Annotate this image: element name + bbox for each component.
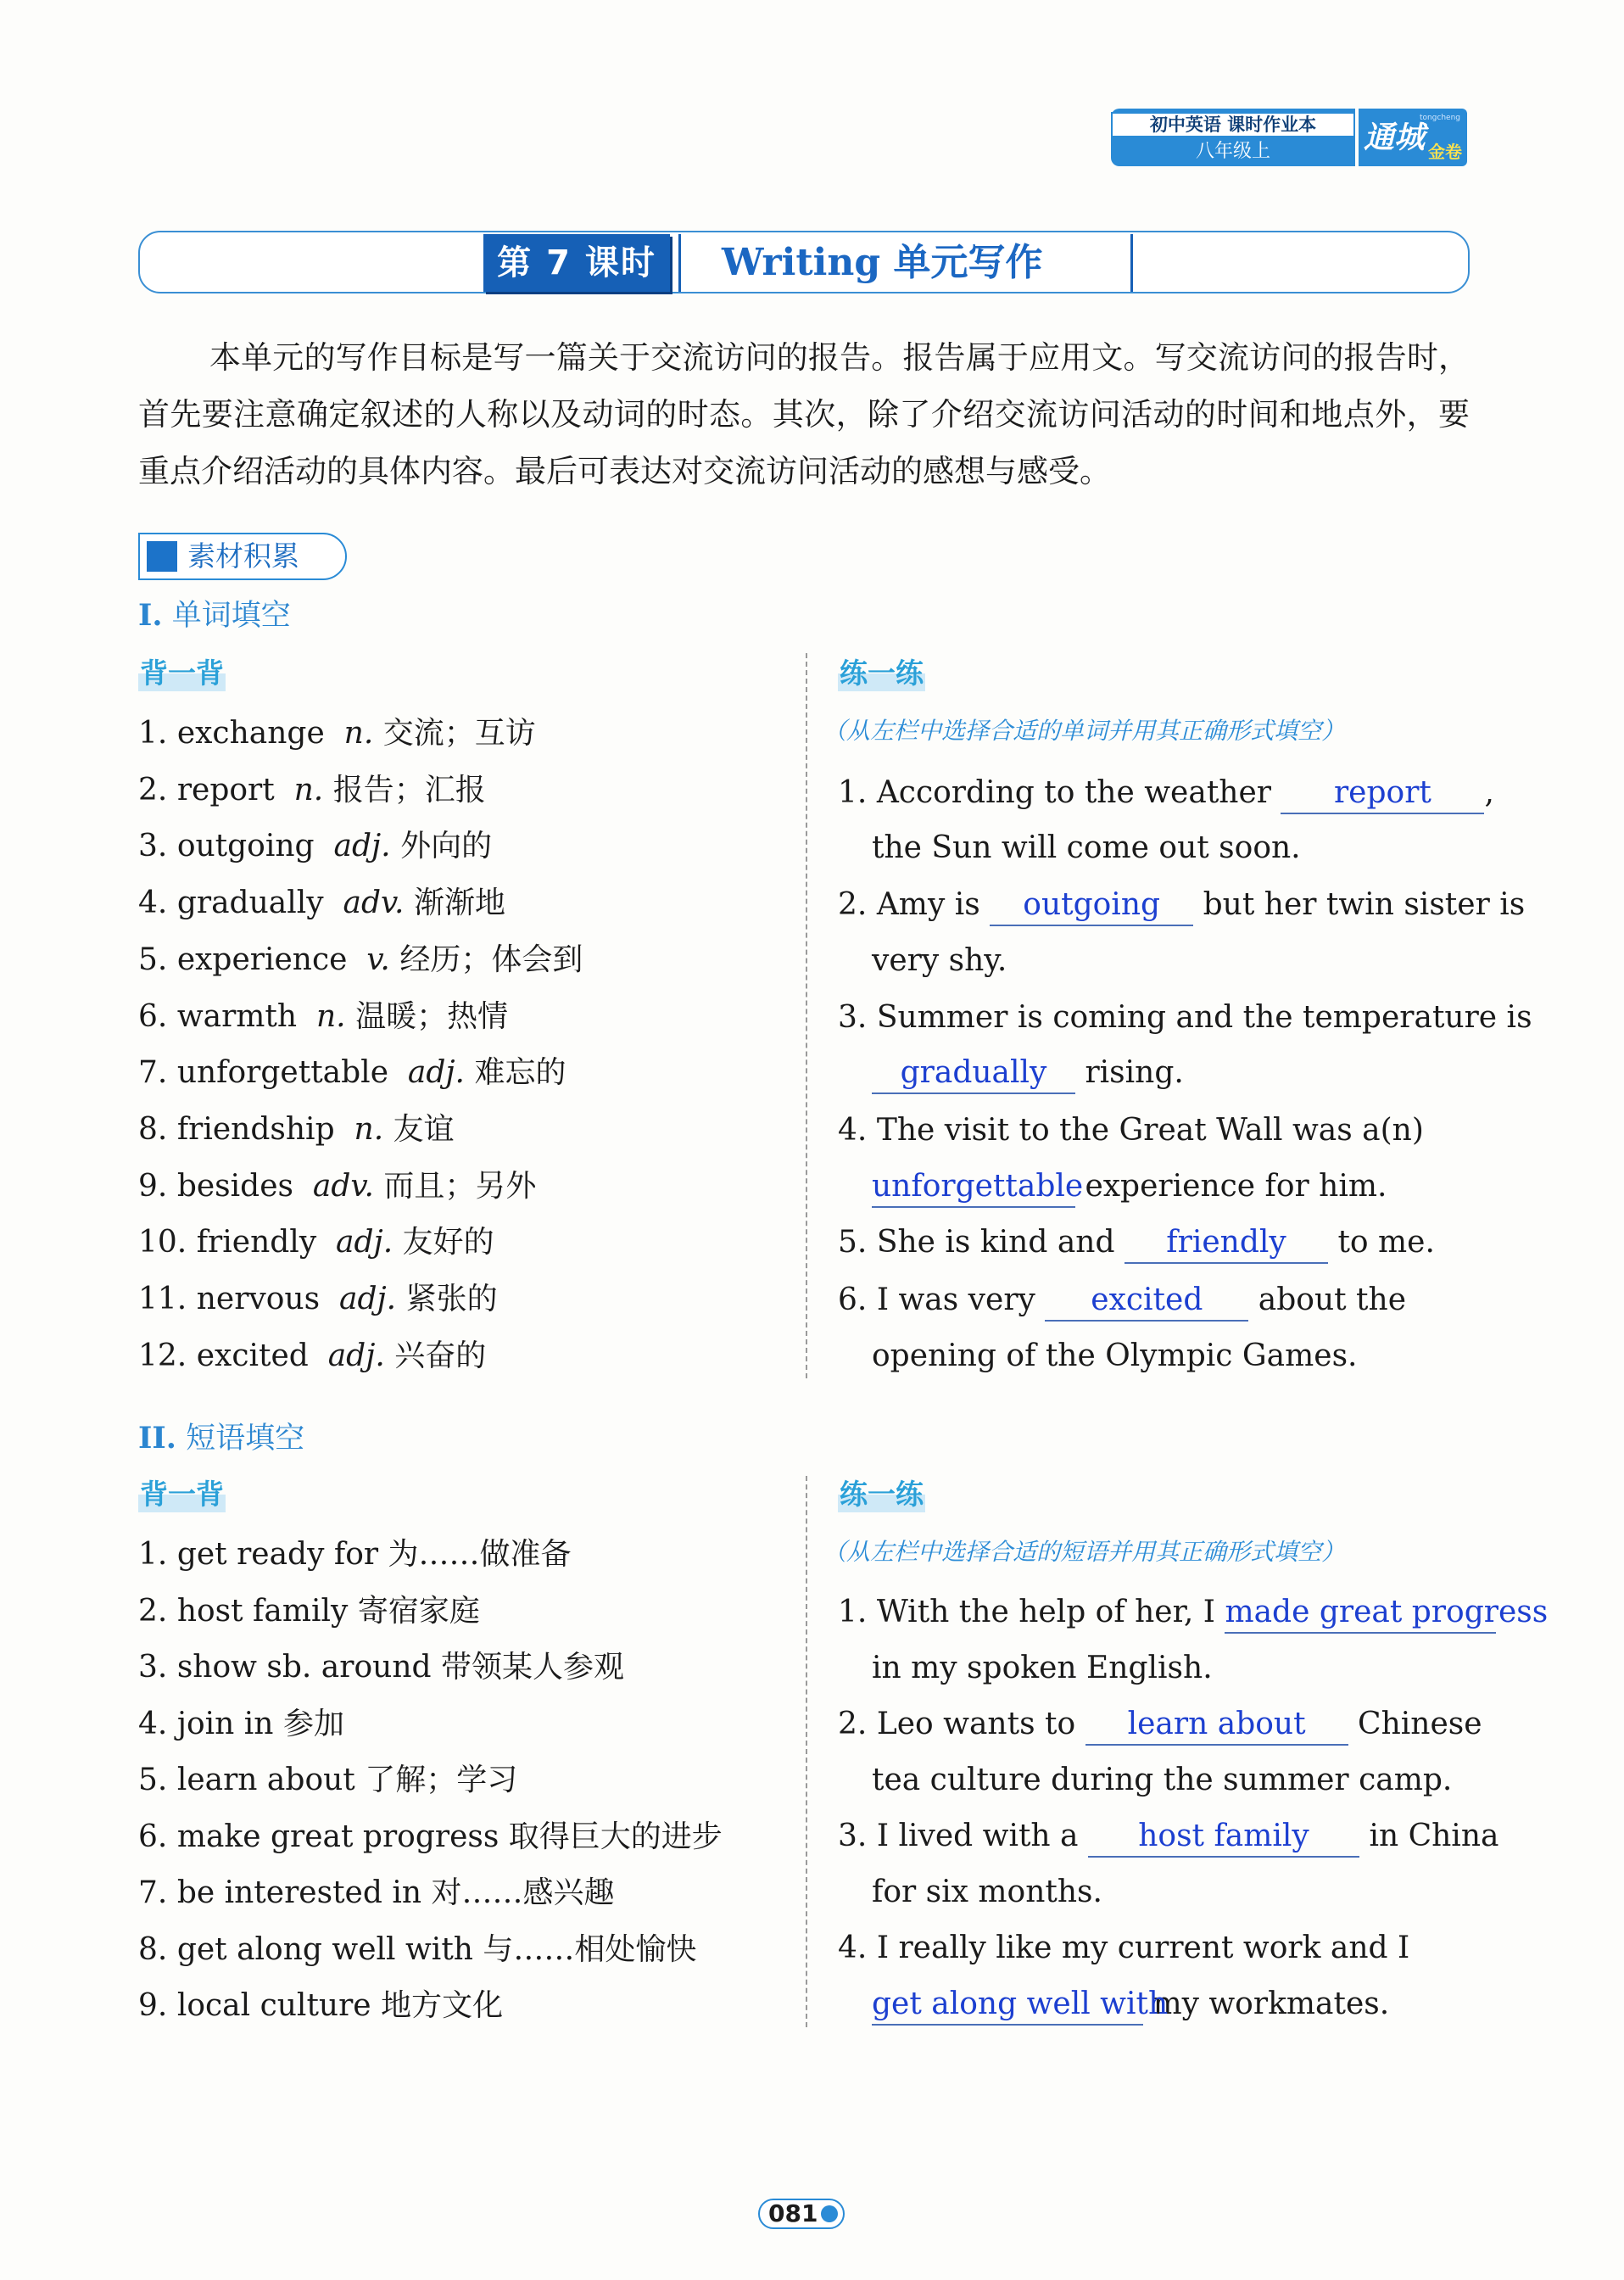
word-exercise-3-cont: gradually rising. — [872, 1052, 1184, 1094]
brand-tiny: tongcheng — [1419, 114, 1460, 122]
brand-sub: 金卷 — [1428, 142, 1462, 162]
phrase-exercise-3: 3. I lived with a host family in China — [838, 1815, 1498, 1858]
part2-memorize-label: 背一背 — [138, 1472, 226, 1512]
phrase-item: 6. make great progress 取得巨大的进步 — [138, 1819, 723, 1854]
answer-blank[interactable]: get along well with — [872, 1990, 1143, 2026]
lesson-tag — [483, 234, 670, 292]
answer-blank[interactable]: report — [1281, 779, 1484, 814]
part2-title: 短语填空 — [186, 1422, 305, 1456]
phrase-exercise-2-cont: tea culture during the summer camp. — [872, 1763, 1453, 1797]
word-exercise-6-cont: opening of the Olympic Games. — [872, 1338, 1358, 1373]
book-title: 初中英语 课时作业本 — [1111, 112, 1355, 137]
page-number — [758, 2199, 845, 2229]
word-item: 4. gradually adv. 渐渐地 — [138, 886, 505, 921]
part2-practice-label: 练一练 — [838, 1472, 925, 1512]
column-divider-1 — [806, 653, 807, 1378]
word-exercise-5: 5. She is kind and friendly to me. — [838, 1221, 1435, 1264]
answer-blank[interactable]: outgoing — [990, 891, 1193, 926]
part1-memorize-label: 背一背 — [138, 651, 226, 691]
word-item: 10. friendly adj. 友好的 — [138, 1225, 494, 1260]
phrase-item: 5. learn about 了解；学习 — [138, 1763, 518, 1797]
word-item: 1. exchange n. 交流；互访 — [138, 716, 536, 751]
part2-num: II. — [138, 1421, 176, 1456]
word-item: 11. nervous adj. 紧张的 — [138, 1282, 498, 1316]
word-exercise-1: 1. According to the weather report , — [838, 772, 1494, 814]
part1-num: I. — [138, 598, 163, 633]
phrase-item: 7. be interested in 对……感兴趣 — [138, 1875, 615, 1910]
word-item: 3. outgoing adj. 外向的 — [138, 829, 493, 864]
phrase-exercise-1: 1. With the help of her, I made great progress — [838, 1591, 1496, 1634]
answer-blank[interactable]: learn about — [1085, 1710, 1348, 1746]
word-exercise-2: 2. Amy is outgoing but her twin sister is — [838, 884, 1525, 926]
phrase-exercise-2: 2. Leo wants to learn about Chinese — [838, 1703, 1482, 1746]
answer-blank[interactable]: friendly — [1125, 1228, 1328, 1264]
word-item: 5. experience v. 经历；体会到 — [138, 942, 583, 977]
phrase-exercise-1-cont: in my spoken English. — [872, 1651, 1213, 1685]
brand-name: 通城 — [1364, 120, 1426, 155]
word-exercise-6: 6. I was very excited about the — [838, 1279, 1406, 1322]
part1-title: 单词填空 — [171, 599, 291, 633]
part1-heading — [138, 592, 291, 634]
phrase-exercise-4-cont: get along well with my workmates. — [872, 1983, 1389, 2026]
answer-blank[interactable]: host family — [1088, 1822, 1359, 1858]
phrase-exercise-3-cont: for six months. — [872, 1875, 1102, 1909]
column-divider-2 — [806, 1476, 807, 2027]
word-exercise-3: 3. Summer is coming and the temperature is — [838, 1000, 1532, 1035]
answer-blank[interactable]: made great progress — [1225, 1598, 1496, 1634]
word-item: 2. report n. 报告；汇报 — [138, 772, 486, 808]
part2-practice-note: （从左栏中选择合适的短语并用其正确形式填空） — [823, 1538, 1346, 1566]
book-title-block — [1111, 109, 1355, 166]
grade-label: 八年级上 — [1195, 141, 1270, 162]
answer-blank[interactable]: unforgettable — [872, 1172, 1075, 1208]
phrase-item: 1. get ready for 为……做准备 — [138, 1537, 572, 1572]
section-label — [138, 533, 347, 580]
intro-paragraph: 本单元的写作目标是写一篇关于交流访问的报告。报告属于应用文。写交流访问的报告时，首先要注意确定叙述的人称以及动词的时态。其次，除了介绍交流访问活动的时间和地点外，要重点介绍活动的具体内容。最后可表达对交流访问活动的感想与感受。 — [138, 339, 1470, 489]
word-exercise-4-cont: unforgettable experience for him. — [872, 1165, 1387, 1208]
book-header-badge — [1111, 109, 1467, 166]
phrase-exercise-4: 4. I really like my current work and I — [838, 1931, 1410, 1965]
section-label-text: 素材积累 — [187, 539, 299, 573]
phrase-item: 8. get along well with 与……相处愉快 — [138, 1931, 697, 1967]
word-exercise-1-cont: the Sun will come out soon. — [872, 830, 1301, 865]
square-icon — [147, 541, 177, 572]
lesson-title — [678, 234, 1133, 292]
phrase-item: 3. show sb. around 带领某人参观 — [138, 1650, 625, 1685]
phrase-item: 9. local culture 地方文化 — [138, 1988, 504, 2023]
word-exercise-2-cont: very shy. — [872, 943, 1007, 978]
part1-practice-note: （从左栏中选择合适的单词并用其正确形式填空） — [823, 717, 1346, 745]
phrase-item: 4. join in 参加 — [138, 1706, 344, 1741]
word-item: 9. besides adv. 而且；另外 — [138, 1168, 537, 1204]
lesson-title-text: Writing 单元写作 — [722, 241, 1043, 284]
part1-practice-label: 练一练 — [838, 651, 925, 691]
dot-icon — [821, 2205, 838, 2222]
part2-heading — [138, 1415, 304, 1457]
word-item: 6. warmth n. 温暖；热情 — [138, 998, 509, 1034]
page-number-text: 081 — [768, 2199, 818, 2227]
phrase-item: 2. host family 寄宿家庭 — [138, 1593, 480, 1629]
word-item: 7. unforgettable adj. 难忘的 — [138, 1055, 566, 1091]
answer-blank[interactable]: excited — [1045, 1286, 1248, 1322]
brand-logo — [1359, 109, 1467, 166]
word-item: 8. friendship n. 友谊 — [138, 1111, 455, 1147]
lesson-tag-text: 第 7 课时 — [497, 243, 656, 282]
word-item: 12. excited adj. 兴奋的 — [138, 1338, 487, 1373]
answer-blank[interactable]: gradually — [872, 1059, 1075, 1094]
word-exercise-4: 4. The visit to the Great Wall was a(n) — [838, 1113, 1424, 1148]
